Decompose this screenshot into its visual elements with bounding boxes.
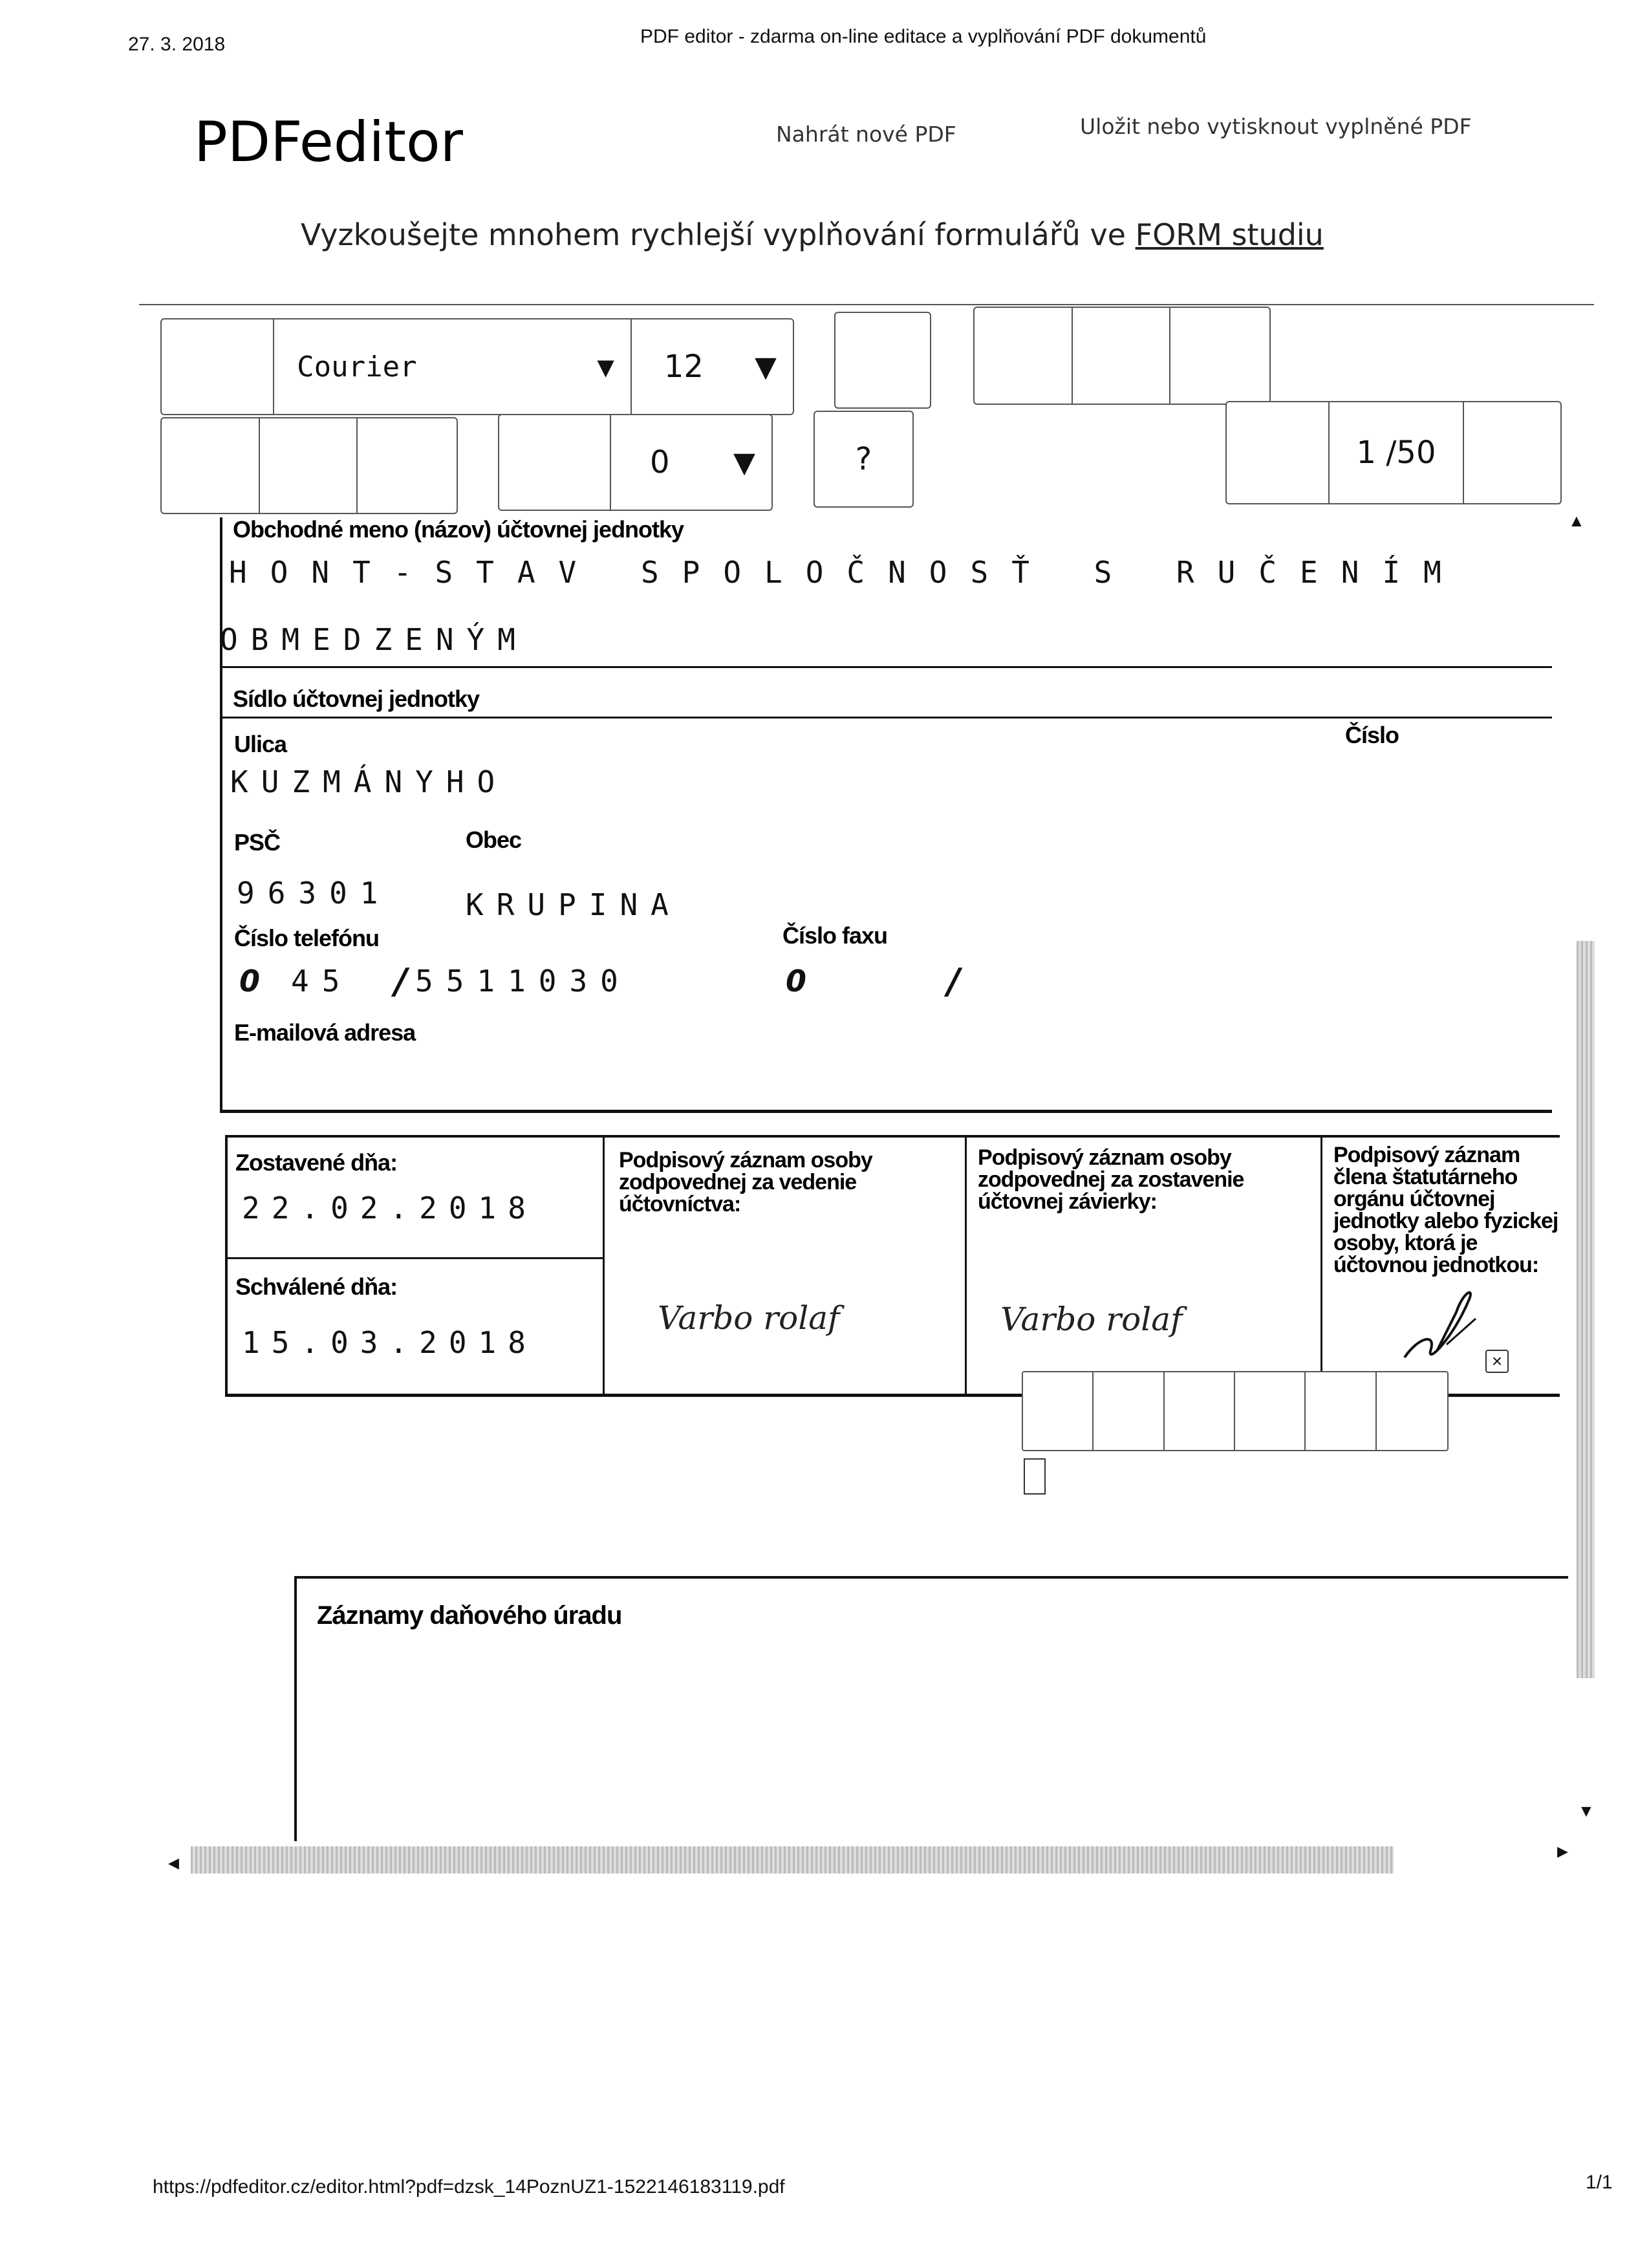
font-family-value: Courier — [297, 350, 417, 383]
postal-code-field[interactable]: 96301 — [237, 876, 391, 911]
underline-button[interactable] — [358, 418, 457, 513]
italic-button[interactable] — [260, 418, 358, 513]
align-right-button[interactable] — [1170, 308, 1269, 404]
date-row-divider — [228, 1257, 603, 1259]
rotation-value: 0 — [649, 444, 670, 481]
phone-area-code: 45 — [291, 964, 353, 999]
statutory-signature-label: Podpisový záznam člena štatutárneho orgánu účtovnej jednotky alebo fyzickej osoby, ktorá je účtovnou jednotkou: — [1333, 1143, 1558, 1277]
align-left-button[interactable] — [975, 308, 1073, 404]
font-toolbar-group — [160, 318, 794, 415]
vertical-scrollbar-thumb[interactable] — [1577, 941, 1595, 1678]
phone-slash: / — [394, 961, 407, 1002]
element-toolbar — [1022, 1371, 1449, 1451]
compiled-date-field[interactable]: 22.02.2018 — [242, 1191, 537, 1226]
accounting-signature-field[interactable]: Varbo rolaf — [658, 1299, 840, 1337]
company-name-line1-field[interactable]: HONT-STAV SPOLOČNOSŤ S RUČENÍM — [229, 555, 1465, 590]
help-button[interactable] — [814, 411, 914, 508]
align-center-button[interactable] — [1073, 308, 1171, 404]
accounting-signature-label: Podpisový záznam osoby zodpovednej za vedenie účtovníctva: — [619, 1148, 872, 1216]
page-indicator — [1330, 402, 1464, 503]
rotate-button[interactable] — [499, 415, 611, 510]
seat-label: Sídlo účtovnej jednotky — [233, 686, 480, 712]
font-size-select[interactable] — [632, 319, 793, 414]
form-studio-link[interactable]: FORM studiu — [1135, 217, 1324, 252]
style-toolbar-group — [160, 417, 458, 514]
sig-col-divider-2 — [965, 1138, 967, 1394]
font-dropdown-arrow-icon: ▼ — [597, 350, 614, 383]
closing-signature-label: Podpisový záznam osoby zodpovednej za zostavenie účtovnej závierky: — [978, 1145, 1244, 1214]
company-name-line2-field[interactable]: OBMEDZENÝM — [220, 622, 528, 657]
horizontal-scrollbar-thumb[interactable] — [191, 1846, 1394, 1874]
scroll-up-button[interactable]: ▲ — [1568, 511, 1585, 530]
print-url: https://pdfeditor.cz/editor.html?pdf=dzsk_14PoznUZ1-1522146183119.pdf — [153, 2176, 785, 2198]
phone-number: 5511030 — [415, 964, 631, 999]
print-page-number: 1/1 — [1586, 2172, 1613, 2193]
element-checkbox[interactable] — [1024, 1458, 1046, 1495]
bold-button[interactable] — [162, 418, 260, 513]
sig-col-divider-3 — [1320, 1138, 1322, 1394]
fax-slash: / — [947, 961, 960, 1002]
company-divider — [220, 666, 1552, 668]
email-label: E-mailová adresa — [234, 1019, 416, 1046]
element-tool-3-button[interactable] — [1165, 1372, 1235, 1450]
rotation-dropdown-arrow-icon: ▼ — [733, 446, 755, 479]
statutory-signature-field[interactable] — [1392, 1273, 1489, 1370]
element-tool-1-button[interactable] — [1023, 1372, 1094, 1450]
align-toolbar-group — [973, 307, 1271, 405]
email-field[interactable] — [234, 1054, 1463, 1093]
tax-office-left-border — [294, 1576, 297, 1841]
compiled-date-label: Zostavené dňa: — [235, 1149, 398, 1176]
tax-office-top-border — [294, 1576, 1568, 1579]
print-date: 27. 3. 2018 — [128, 34, 226, 55]
postal-code-label: PSČ — [234, 829, 281, 856]
rotation-select[interactable] — [611, 415, 771, 510]
seat-divider — [220, 717, 1552, 718]
tax-office-label: Záznamy daňového úradu — [317, 1601, 622, 1630]
pen-signature-icon — [1392, 1273, 1489, 1370]
fax-label: Číslo faxu — [782, 922, 888, 949]
city-field[interactable]: KRUPINA — [466, 887, 682, 922]
scroll-left-button[interactable]: ◀ — [168, 1855, 179, 1871]
previous-page-button[interactable] — [1227, 402, 1330, 503]
fax-prefix: 0 — [786, 964, 807, 999]
element-tool-6-button[interactable] — [1377, 1372, 1447, 1450]
element-tool-5-button[interactable] — [1306, 1372, 1376, 1450]
element-tool-4-button[interactable] — [1235, 1372, 1306, 1450]
promo-banner — [301, 217, 1324, 252]
city-label: Obec — [466, 826, 522, 853]
text-tool-button[interactable] — [162, 319, 274, 414]
help-icon: ? — [855, 441, 872, 477]
font-size-value: 12 — [663, 349, 704, 385]
form-left-border — [220, 517, 222, 1112]
closing-signature-field[interactable]: Varbo rolaf — [1000, 1301, 1183, 1338]
street-field[interactable]: KUZMÁNYHO — [230, 764, 508, 799]
sig-col-divider-1 — [603, 1138, 605, 1394]
promo-text: Vyzkoušejte mnohem rychlejší vyplňování formulářů ve — [301, 217, 1136, 252]
approved-date-field[interactable]: 15.03.2018 — [242, 1325, 537, 1360]
font-family-select[interactable] — [274, 319, 632, 414]
save-or-print-pdf-link[interactable]: Uložit nebo vytisknout vyplněné PDF — [1080, 114, 1472, 139]
company-name-label: Obchodné meno (názov) účtovnej jednotky — [233, 516, 684, 543]
street-number-label: Číslo — [1345, 722, 1399, 748]
scroll-right-button[interactable]: ▶ — [1557, 1843, 1568, 1859]
signature-close-button[interactable] — [1485, 1350, 1509, 1373]
rotation-toolbar-group — [498, 414, 773, 511]
phone-label: Číslo telefónu — [234, 925, 380, 951]
phone-field[interactable] — [239, 961, 757, 1002]
fax-field[interactable] — [786, 961, 1238, 1002]
phone-prefix: 0 — [239, 964, 261, 999]
page-indicator-value: 1 /50 — [1356, 435, 1436, 471]
header-divider — [139, 304, 1594, 305]
close-icon: × — [1491, 1351, 1503, 1371]
scroll-down-button[interactable]: ▼ — [1578, 1801, 1595, 1820]
element-tool-2-button[interactable] — [1094, 1372, 1164, 1450]
street-label: Ulica — [234, 731, 287, 757]
signature-block — [225, 1135, 1560, 1397]
app-logo[interactable]: PDFeditor — [194, 110, 463, 175]
approved-date-label: Schválené dňa: — [235, 1273, 398, 1300]
pdf-form-page — [220, 511, 1558, 1856]
page-navigation-group — [1225, 401, 1562, 504]
size-dropdown-arrow-icon: ▼ — [755, 350, 777, 383]
color-button[interactable] — [834, 312, 931, 409]
print-title: PDF editor - zdarma on-line editace a vyplňování PDF dokumentů — [640, 26, 1207, 47]
seat-section-bottom — [220, 1110, 1552, 1113]
upload-new-pdf-link[interactable]: Nahrát nové PDF — [776, 122, 956, 147]
next-page-button[interactable] — [1464, 402, 1560, 503]
